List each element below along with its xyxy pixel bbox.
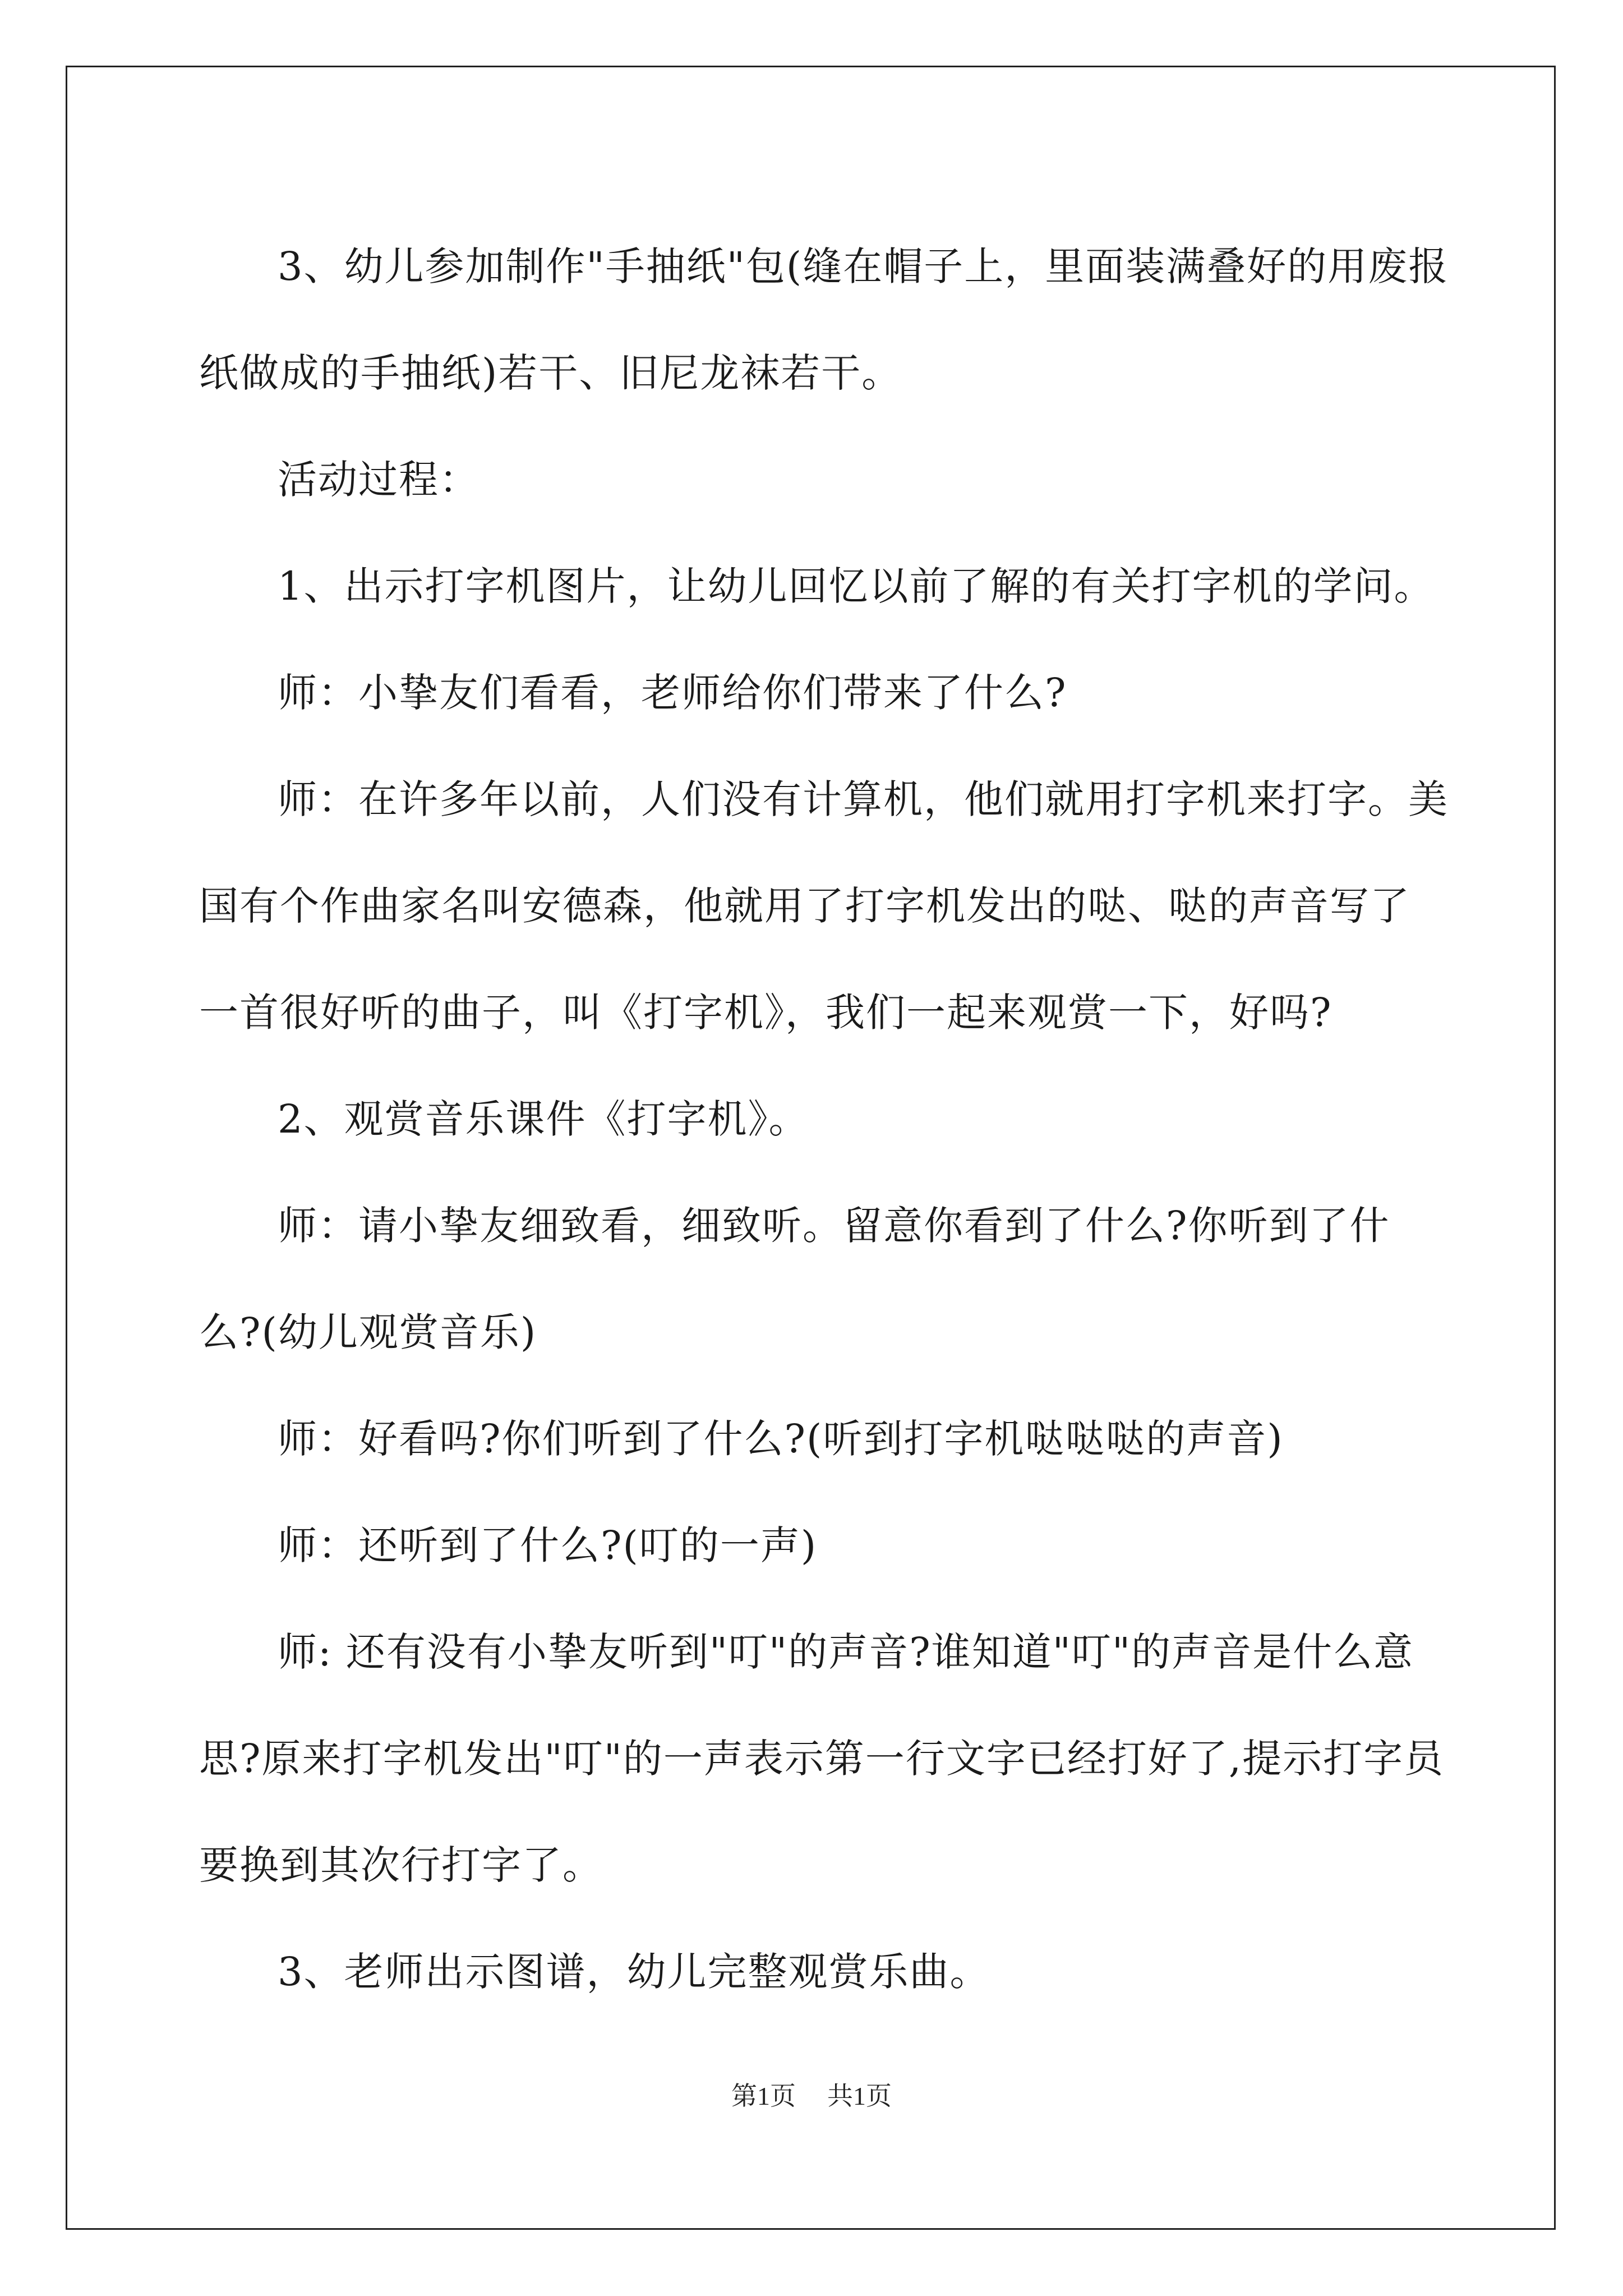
paragraph: 师：还听到了什么?(叮的一声)	[278, 1522, 818, 1568]
paragraph: 3、幼儿参加制作"手抽纸"包(缝在帽子上，里面装满叠好的用废报纸做成的手抽纸)若干、旧尼龙袜若干。	[199, 243, 1449, 396]
paragraph: 2、观赏音乐课件《打字机》。	[278, 1096, 809, 1142]
paragraph: 师：在许多年以前，人们没有计算机，他们就用打字机来打字。美国有个作曲家名叫安德森，他就用了打字机发出的哒、哒的声音写了一首很好听的曲子，叫《打字机》，我们一起来观赏一下，好吗?	[199, 776, 1449, 1036]
page-number: 第1页	[731, 2082, 796, 2110]
page-count: 共1页	[827, 2082, 892, 2110]
paragraph: 3、老师出示图谱，幼儿完整观赏乐曲。	[278, 1949, 990, 1995]
paragraph: 1、出示打字机图片，让幼儿回忆以前了解的有关打字机的学问。	[278, 563, 1435, 609]
paragraph: 师: 还有没有小挚友听到"叮"的声音?谁知道"叮"的声音是什么意思?原来打字机发出"叮"的一声表示第一行文字已经打好了,提示打字员要换到其次行打字了。	[199, 1629, 1445, 1888]
paragraph: 师：好看吗?你们听到了什么?(听到打字机哒哒哒的声音)	[278, 1416, 1284, 1462]
paragraph: 师：小挚友们看看，老师给你们带来了什么?	[278, 670, 1067, 716]
document-body	[199, 213, 1450, 2025]
page-footer	[0, 2076, 1623, 2113]
paragraph: 师：请小挚友细致看，细致听。留意你看到了什么?你听到了什么?(幼儿观赏音乐)	[199, 1203, 1390, 1355]
paragraph: 活动过程：	[278, 457, 479, 503]
